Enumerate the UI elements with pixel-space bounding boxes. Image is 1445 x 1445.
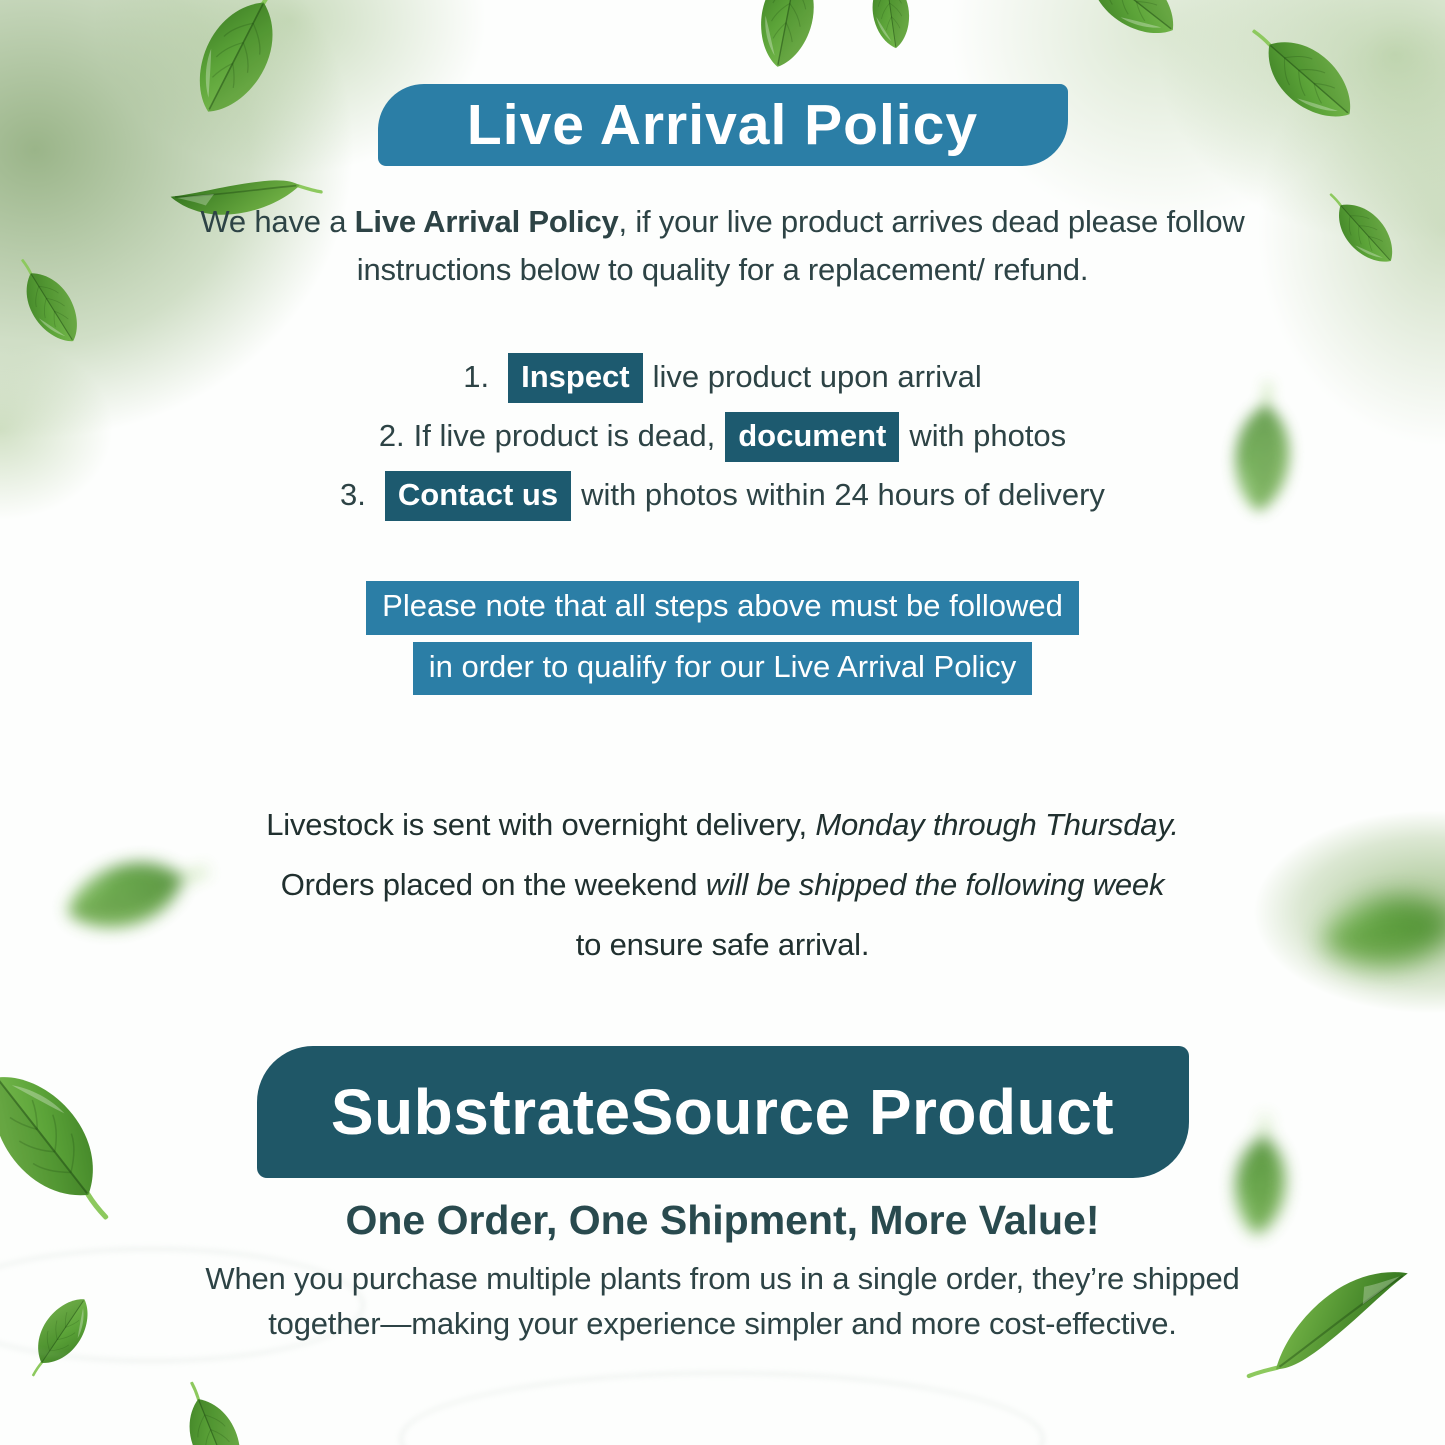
intro-line-2: instructions below to quality for a replacement/ refund.	[356, 252, 1089, 287]
step-post-text: with photos within 24 hours of delivery	[581, 477, 1105, 512]
step-pre-text: If live product is dead,	[413, 418, 716, 453]
substratesource-product-title: SubstrateSource Product	[330, 1076, 1115, 1148]
shipping-line-2	[0, 862, 1445, 908]
leaf-icon-top-right-large	[1220, 0, 1384, 153]
note-line-1	[0, 581, 1445, 635]
step-post-text: live product upon arrival	[652, 359, 982, 394]
water-ripple-decoration	[400, 1372, 1044, 1445]
leaf-icon-top-center	[739, 0, 839, 76]
intro-rest: , if your live product arrives dead please follow	[618, 204, 1245, 239]
note-highlight-text: Please note that all steps above must be followed	[366, 581, 1079, 635]
value-paragraph	[0, 1256, 1445, 1346]
step-number: 2.	[378, 418, 405, 453]
highlight-badge-inspect: Inspect	[508, 353, 643, 403]
shipping-italic-text: will be shipped the following week	[705, 867, 1165, 902]
shipping-normal-text: Livestock is sent with overnight delivery,	[266, 807, 816, 842]
intro-prefix: We have a	[200, 204, 355, 239]
step-post-text: with photos	[909, 418, 1067, 453]
shipping-italic-text: Monday through Thursday.	[815, 807, 1179, 842]
list-item-step-3	[0, 470, 1445, 520]
shipping-line-1	[0, 802, 1445, 848]
leaf-icon-top-right-partial	[1045, 0, 1203, 68]
value-line-1: When you purchase multiple plants from us in a single order, they’re shipped	[205, 1261, 1240, 1296]
list-item-step-1	[0, 352, 1445, 402]
leaf-icon-bottom-edge	[158, 1369, 266, 1445]
intro-paragraph	[0, 198, 1445, 294]
intro-bold-policy: Live Arrival Policy	[354, 204, 619, 239]
shipping-schedule-paragraph	[0, 802, 1445, 982]
live-arrival-policy-banner	[378, 84, 1068, 166]
leaf-icon-top-left	[164, 0, 318, 136]
shipping-line-3: to ensure safe arrival.	[575, 927, 870, 962]
highlight-badge-document: document	[725, 412, 899, 462]
policy-steps-list	[0, 352, 1445, 529]
shipping-normal-text: Orders placed on the weekend	[280, 867, 706, 902]
note-line-2	[0, 642, 1445, 696]
live-arrival-policy-title: Live Arrival Policy	[466, 93, 979, 157]
value-line-2: together—making your experience simpler and more cost-effective.	[268, 1306, 1177, 1341]
step-number: 1.	[463, 359, 490, 394]
intro-line-1	[0, 198, 1445, 246]
note-highlight-text: in order to qualify for our Live Arrival Policy	[413, 642, 1033, 696]
value-heading: One Order, One Shipment, More Value!	[345, 1197, 1100, 1243]
highlight-badge-contact-us: Contact us	[385, 471, 571, 521]
step-number: 3.	[340, 477, 366, 512]
list-item-step-2	[0, 411, 1445, 461]
leaf-icon-top-center-small	[856, 0, 924, 53]
qualification-note	[0, 581, 1445, 702]
substratesource-product-banner	[257, 1046, 1189, 1178]
